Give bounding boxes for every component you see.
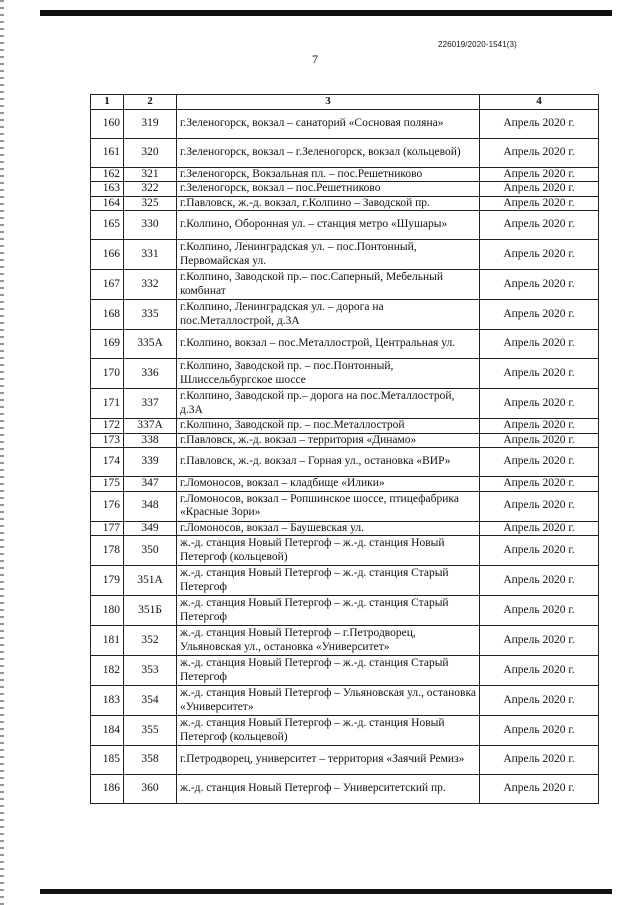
table-row [91, 270, 599, 300]
row-number-cell: 161 [91, 138, 124, 167]
date-cell: Апрель 2020 г. [480, 240, 599, 270]
date-cell: Апрель 2020 г. [480, 167, 599, 182]
column-header-description: 3 [177, 95, 480, 110]
row-number-cell: 163 [91, 182, 124, 197]
row-number-cell: 180 [91, 596, 124, 626]
table-row [91, 448, 599, 477]
route-number-cell: 337 [124, 389, 177, 419]
row-number-cell: 175 [91, 477, 124, 492]
page-number: 7 [312, 52, 318, 66]
route-number-cell: 350 [124, 536, 177, 566]
table-row [91, 596, 599, 626]
route-description-cell: г.Колпино, Ленинградская ул. – дорога на пос.Металлострой, д.3А [177, 300, 480, 330]
route-number-cell: 332 [124, 270, 177, 300]
route-number-cell: 360 [124, 775, 177, 804]
date-cell: Апрель 2020 г. [480, 536, 599, 566]
route-number-cell: 319 [124, 109, 177, 138]
column-header-route: 2 [124, 95, 177, 110]
row-number-cell: 165 [91, 211, 124, 240]
row-number-cell: 176 [91, 491, 124, 521]
table-row [91, 167, 599, 182]
route-number-cell: 348 [124, 491, 177, 521]
table-row [91, 477, 599, 492]
row-number-cell: 181 [91, 626, 124, 656]
route-description-cell: ж.-д. станция Новый Петергоф – ж.-д. станция Старый Петергоф [177, 566, 480, 596]
table-row [91, 109, 599, 138]
table-row [91, 491, 599, 521]
row-number-cell: 185 [91, 746, 124, 775]
date-cell: Апрель 2020 г. [480, 596, 599, 626]
route-number-cell: 351Б [124, 596, 177, 626]
date-cell: Апрель 2020 г. [480, 477, 599, 492]
date-cell: Апрель 2020 г. [480, 656, 599, 686]
table-row [91, 686, 599, 716]
row-number-cell: 177 [91, 521, 124, 536]
route-number-cell: 339 [124, 448, 177, 477]
route-number-cell: 320 [124, 138, 177, 167]
route-number-cell: 358 [124, 746, 177, 775]
date-cell: Апрель 2020 г. [480, 270, 599, 300]
route-number-cell: 335 [124, 300, 177, 330]
route-number-cell: 355 [124, 716, 177, 746]
route-description-cell: г.Петродворец, университет – территория «Заячий Ремиз» [177, 746, 480, 775]
column-header-number: 1 [91, 95, 124, 110]
table-row [91, 211, 599, 240]
route-description-cell: г.Колпино, Оборонная ул. – станция метро «Шушары» [177, 211, 480, 240]
route-description-cell: г.Зеленогорск, вокзал – санаторий «Сосновая поляна» [177, 109, 480, 138]
route-description-cell: г.Зеленогорск, вокзал – пос.Решетниково [177, 182, 480, 197]
date-cell: Апрель 2020 г. [480, 746, 599, 775]
date-cell: Апрель 2020 г. [480, 359, 599, 389]
route-number-cell: 330 [124, 211, 177, 240]
route-description-cell: г.Колпино, Заводской пр.– дорога на пос.Металлострой, д.3А [177, 389, 480, 419]
route-description-cell: ж.-д. станция Новый Петергоф – ж.-д. станция Новый Петергоф (кольцевой) [177, 536, 480, 566]
row-number-cell: 179 [91, 566, 124, 596]
route-number-cell: 347 [124, 477, 177, 492]
table-row [91, 138, 599, 167]
route-description-cell: г.Колпино, Заводской пр. – пос.Понтонный, Шлиссельбургское шоссе [177, 359, 480, 389]
route-description-cell: ж.-д. станция Новый Петергоф – Университетский пр. [177, 775, 480, 804]
date-cell: Апрель 2020 г. [480, 419, 599, 434]
route-description-cell: г.Колпино, вокзал – пос.Металлострой, Центральная ул. [177, 330, 480, 359]
table-row [91, 330, 599, 359]
table-body [91, 109, 599, 804]
row-number-cell: 174 [91, 448, 124, 477]
table-row [91, 626, 599, 656]
top-rule [40, 10, 612, 16]
table-row [91, 359, 599, 389]
row-number-cell: 164 [91, 196, 124, 211]
route-description-cell: ж.-д. станция Новый Петергоф – ж.-д. станция Старый Петергоф [177, 596, 480, 626]
date-cell: Апрель 2020 г. [480, 138, 599, 167]
table-row [91, 656, 599, 686]
row-number-cell: 184 [91, 716, 124, 746]
row-number-cell: 167 [91, 270, 124, 300]
scan-edge-marks [0, 0, 4, 905]
table-row [91, 419, 599, 434]
route-number-cell: 325 [124, 196, 177, 211]
route-description-cell: г.Колпино, Ленинградская ул. – пос.Понтонный, Первомайская ул. [177, 240, 480, 270]
row-number-cell: 170 [91, 359, 124, 389]
date-cell: Апрель 2020 г. [480, 211, 599, 240]
table-row [91, 716, 599, 746]
bottom-rule [40, 889, 612, 894]
date-cell: Апрель 2020 г. [480, 566, 599, 596]
table-row [91, 182, 599, 197]
route-number-cell: 331 [124, 240, 177, 270]
date-cell: Апрель 2020 г. [480, 389, 599, 419]
table-row [91, 196, 599, 211]
route-number-cell: 321 [124, 167, 177, 182]
date-cell: Апрель 2020 г. [480, 182, 599, 197]
route-description-cell: ж.-д. станция Новый Петергоф – г.Петродворец, Ульяновская ул., остановка «Университет» [177, 626, 480, 656]
document-number: 226019/2020-1541(3) [438, 40, 517, 49]
date-cell: Апрель 2020 г. [480, 716, 599, 746]
route-description-cell: г.Ломоносов, вокзал – Ропшинское шоссе, птицефабрика «Красные Зори» [177, 491, 480, 521]
row-number-cell: 160 [91, 109, 124, 138]
route-number-cell: 351А [124, 566, 177, 596]
date-cell: Апрель 2020 г. [480, 448, 599, 477]
date-cell: Апрель 2020 г. [480, 626, 599, 656]
table-row [91, 433, 599, 448]
routes-table [90, 94, 599, 804]
table-row [91, 300, 599, 330]
route-description-cell: г.Колпино, Заводской пр.– пос.Саперный, Мебельный комбинат [177, 270, 480, 300]
row-number-cell: 166 [91, 240, 124, 270]
route-description-cell: г.Ломоносов, вокзал – кладбище «Илики» [177, 477, 480, 492]
row-number-cell: 171 [91, 389, 124, 419]
route-number-cell: 353 [124, 656, 177, 686]
row-number-cell: 186 [91, 775, 124, 804]
table-row [91, 746, 599, 775]
table-header-row [91, 95, 599, 110]
date-cell: Апрель 2020 г. [480, 775, 599, 804]
row-number-cell: 183 [91, 686, 124, 716]
route-description-cell: ж.-д. станция Новый Петергоф – ж.-д. станция Новый Петергоф (кольцевой) [177, 716, 480, 746]
route-number-cell: 337А [124, 419, 177, 434]
table-row [91, 566, 599, 596]
date-cell: Апрель 2020 г. [480, 686, 599, 716]
table-row [91, 536, 599, 566]
row-number-cell: 172 [91, 419, 124, 434]
date-cell: Апрель 2020 г. [480, 491, 599, 521]
date-cell: Апрель 2020 г. [480, 521, 599, 536]
table-row [91, 389, 599, 419]
route-number-cell: 354 [124, 686, 177, 716]
table-row [91, 775, 599, 804]
date-cell: Апрель 2020 г. [480, 300, 599, 330]
route-description-cell: ж.-д. станция Новый Петергоф – Ульяновская ул., остановка «Университет» [177, 686, 480, 716]
route-number-cell: 352 [124, 626, 177, 656]
row-number-cell: 162 [91, 167, 124, 182]
route-description-cell: г.Павловск, ж.-д. вокзал – территория «Динамо» [177, 433, 480, 448]
route-description-cell: г.Зеленогорск, Вокзальная пл. – пос.Решетниково [177, 167, 480, 182]
row-number-cell: 182 [91, 656, 124, 686]
row-number-cell: 178 [91, 536, 124, 566]
date-cell: Апрель 2020 г. [480, 330, 599, 359]
route-description-cell: г.Зеленогорск, вокзал – г.Зеленогорск, вокзал (кольцевой) [177, 138, 480, 167]
row-number-cell: 173 [91, 433, 124, 448]
column-header-date: 4 [480, 95, 599, 110]
route-number-cell: 335А [124, 330, 177, 359]
date-cell: Апрель 2020 г. [480, 196, 599, 211]
table-row [91, 240, 599, 270]
date-cell: Апрель 2020 г. [480, 109, 599, 138]
date-cell: Апрель 2020 г. [480, 433, 599, 448]
route-description-cell: г.Павловск, ж.-д. вокзал – Горная ул., остановка «ВИР» [177, 448, 480, 477]
route-description-cell: г.Павловск, ж.-д. вокзал, г.Колпино – Заводской пр. [177, 196, 480, 211]
route-number-cell: 322 [124, 182, 177, 197]
route-number-cell: 338 [124, 433, 177, 448]
row-number-cell: 168 [91, 300, 124, 330]
route-description-cell: г.Колпино, Заводской пр. – пос.Металлострой [177, 419, 480, 434]
route-description-cell: г.Ломоносов, вокзал – Баушевская ул. [177, 521, 480, 536]
table-row [91, 521, 599, 536]
row-number-cell: 169 [91, 330, 124, 359]
route-number-cell: 336 [124, 359, 177, 389]
route-number-cell: 349 [124, 521, 177, 536]
route-description-cell: ж.-д. станция Новый Петергоф – ж.-д. станция Старый Петергоф [177, 656, 480, 686]
